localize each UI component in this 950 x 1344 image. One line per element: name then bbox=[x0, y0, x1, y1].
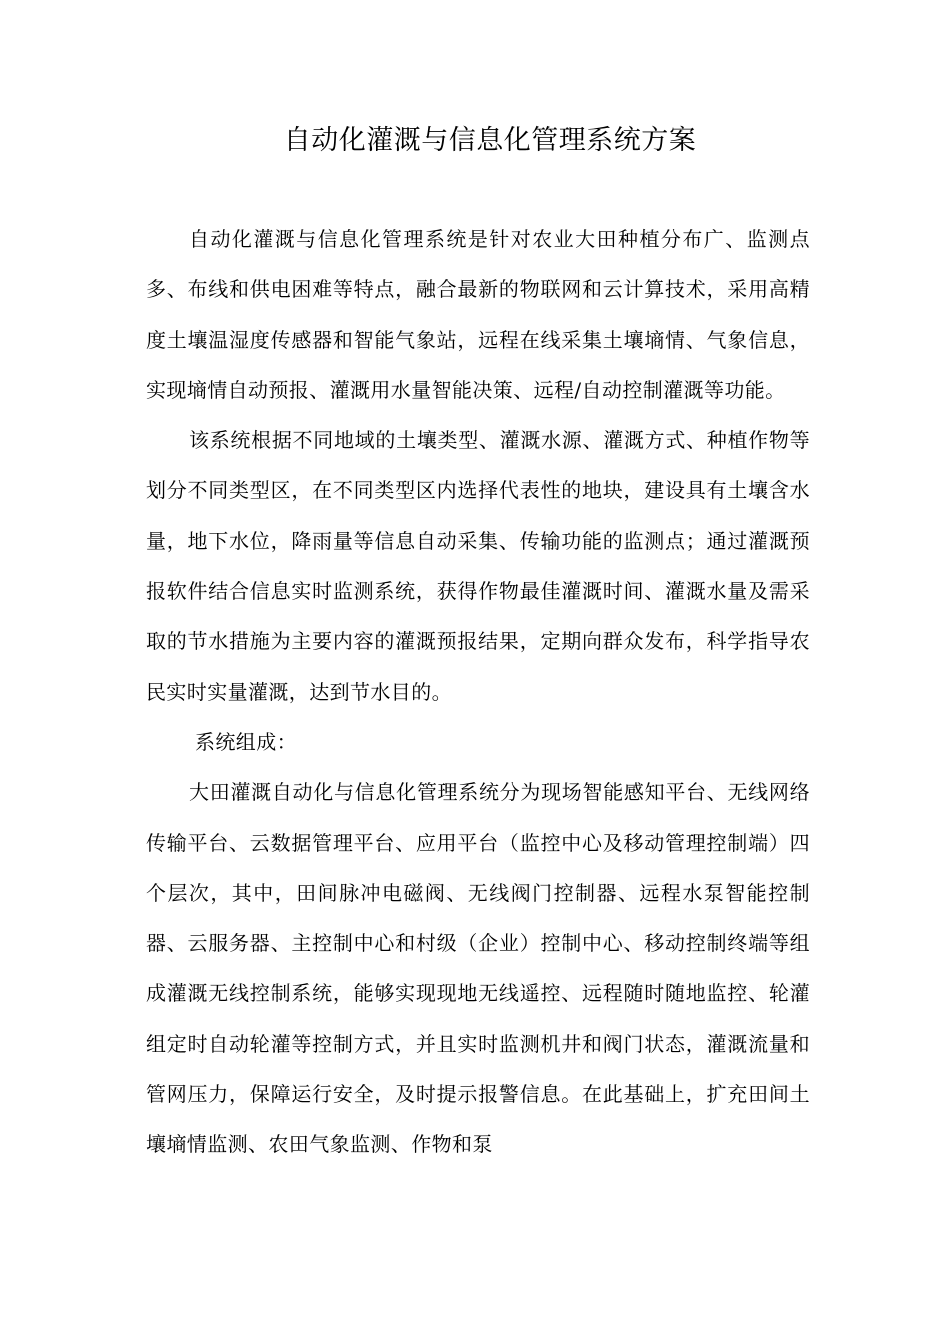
section-heading: 系统组成： bbox=[195, 729, 297, 754]
intro-paragraph: 自动化灌溉与信息化管理系统是针对农业大田种植分布广、监测点多、布线和供电困难等特点，融合最新的物联网和云计算技术，采用高精度土壤温湿度传感器和智能气象站，远程在线采集土壤墒情、气象信息，实现墒情自动预报、灌溉用水量智能决策、远程/自动控制灌溉等功能。 bbox=[146, 227, 810, 402]
document-title: 自动化灌溉与信息化管理系统方案 bbox=[283, 125, 697, 156]
document-body bbox=[146, 214, 810, 1170]
system-composition-paragraph: 大田灌溉自动化与信息化管理系统分为现场智能感知平台、无线网络传输平台、云数据管理平台、应用平台（监控中心及移动管理控制端）四个层次，其中，田间脉冲电磁阀、无线阀门控制器、远程水泵智能控制器、云服务器、主控制中心和村级（企业）控制中心、移动控制终端等组成灌溉无线控制系统，能够实现现地无线遥控、远程随时随地监控、轮灌组定时自动轮灌等控制方式，并且实时监测机井和阀门状态，灌溉流量和管网压力，保障运行安全，及时提示报警信息。在此基础上，扩充田间土壤墒情监测、农田气象监测、作物和泵 bbox=[146, 780, 810, 1157]
zoning-paragraph: 该系统根据不同地域的土壤类型、灌溉水源、灌溉方式、种植作物等划分不同类型区，在不同类型区内选择代表性的地块，建设具有土壤含水量，地下水位，降雨量等信息自动采集、传输功能的监测点；通过灌溉预报软件结合信息实时监测系统，获得作物最佳灌溉时间、灌溉水量及需采取的节水措施为主要内容的灌溉预报结果，定期向群众发布，科学指导农民实时实量灌溉，达到节水目的。 bbox=[146, 428, 810, 704]
